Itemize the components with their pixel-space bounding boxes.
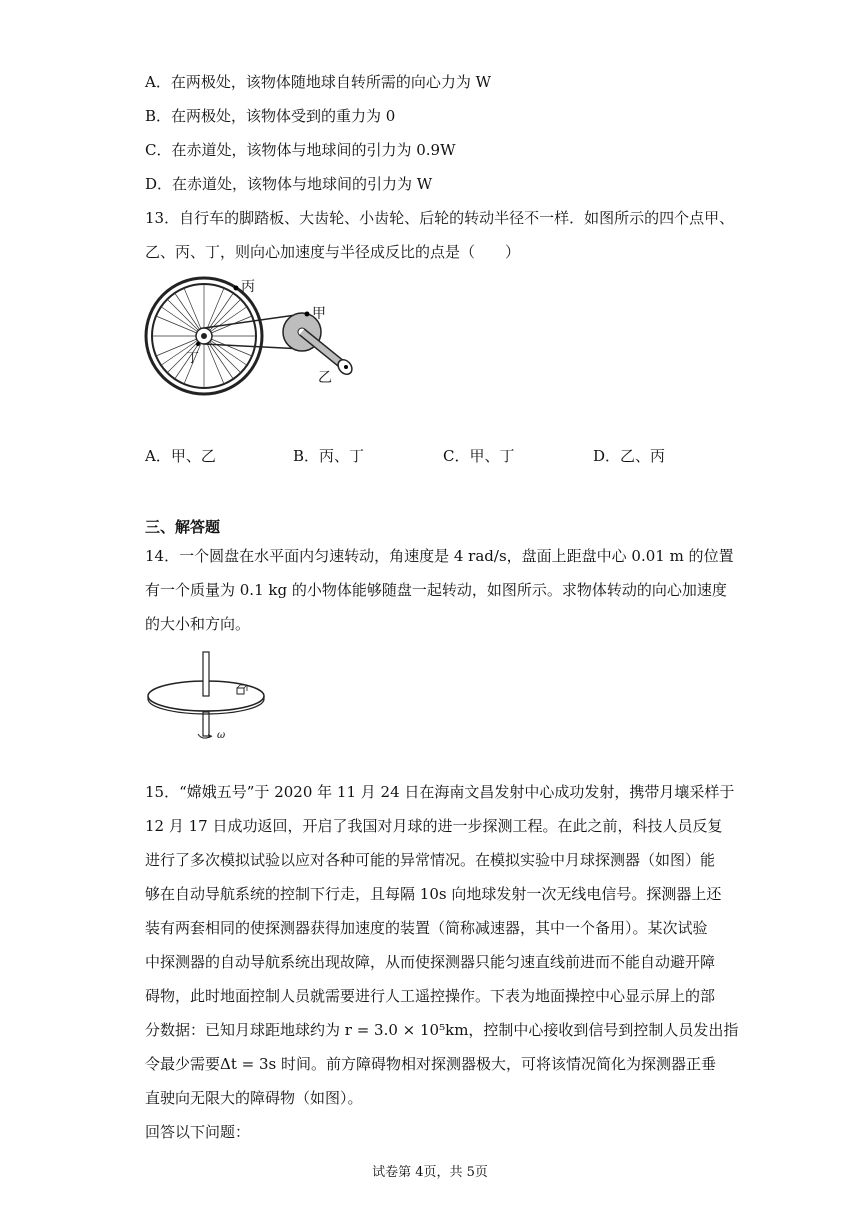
label-yi: 乙 [318, 370, 332, 386]
label-bing: 丙 [241, 279, 255, 295]
point-bing [234, 286, 239, 291]
q15-line5: 装有两套相同的使探测器获得加速度的装置（简称减速器，其中一个备用）。某次试验 [145, 919, 708, 937]
q13-stem-line1: 13．自行车的脚踏板、大齿轮、小齿轮、后轮的转动半径不一样．如图所示的四个点甲、 [145, 209, 735, 227]
point-jia [305, 312, 310, 317]
bicycle-wheel-figure [140, 272, 360, 397]
q15-line8: 分数据：已知月球距地球约为 r = 3.0 × 10⁵km，控制中心接收到信号到控制人员发出指 [145, 1021, 739, 1039]
q15-line10: 直驶向无限大的障碍物（如图）。 [145, 1089, 363, 1107]
q13-option-b: B．丙、丁 [293, 447, 365, 465]
q12-option-a: A．在两极处，该物体随地球自转所需的向心力为 W [145, 73, 492, 91]
page-footer: 试卷第 4页，共 5页 [372, 1165, 488, 1180]
rotating-disk-figure [140, 650, 270, 744]
q12-option-d: D．在赤道处，该物体与地球间的引力为 W [145, 175, 433, 193]
label-ding: 丁 [186, 351, 200, 366]
q15-line1: 15．“嫦娥五号”于 2020 年 11 月 24 日在海南文昌发射中心成功发射，携带月壤采样于 [145, 783, 735, 801]
q15-line3: 进行了多次模拟试验以应对各种可能的异常情况。在模拟实验中月球探测器（如图）能 [145, 851, 716, 869]
point-yi [344, 365, 348, 369]
q15-line7: 碍物，此时地面控制人员就需要进行人工遥控操作。下表为地面操控中心显示屏上的部 [145, 987, 716, 1005]
q13-option-a: A．甲、乙 [145, 447, 216, 465]
q14-line3: 的大小和方向。 [145, 615, 251, 633]
q13-option-d: D．乙、丙 [593, 447, 666, 465]
q12-option-b: B．在两极处，该物体受到的重力为 0 [145, 107, 396, 125]
q15-line11: 回答以下问题： [145, 1123, 251, 1141]
label-jia: 甲 [312, 306, 326, 322]
q15-line6: 中探测器的自动导航系统出现故障，从而使探测器只能匀速直线前进而不能自动避开障 [145, 953, 716, 971]
section-title: 三、解答题 [145, 518, 221, 536]
q14-line2: 有一个质量为 0.1 kg 的小物体能够随盘一起转动，如图所示。求物体转动的向心加速度 [145, 581, 727, 599]
q13-option-c: C．甲、丁 [443, 447, 515, 465]
q15-line4: 够在自动导航系统的控制下行走，且每隔 10s 向地球发射一次无线电信号。探测器上还 [145, 885, 722, 903]
q15-line9: 令最少需要Δt = 3s 时间。前方障碍物相对探测器极大，可将该情况简化为探测器正垂 [145, 1055, 716, 1073]
omega-label: ω [217, 730, 226, 741]
q13-stem-line2: 乙、丙、丁，则向心加速度与半径成反比的点是（ ） [145, 243, 521, 261]
q15-line2: 12 月 17 日成功返回，开启了我国对月球的进一步探测工程。在此之前，科技人员反复 [145, 817, 723, 835]
q14-line1: 14．一个圆盘在水平面内匀速转动，角速度是 4 rad/s，盘面上距盘中心 0.01 m 的位置 [145, 547, 734, 565]
q12-option-c: C．在赤道处，该物体与地球间的引力为 0.9W [145, 141, 456, 159]
point-ding [196, 342, 200, 346]
